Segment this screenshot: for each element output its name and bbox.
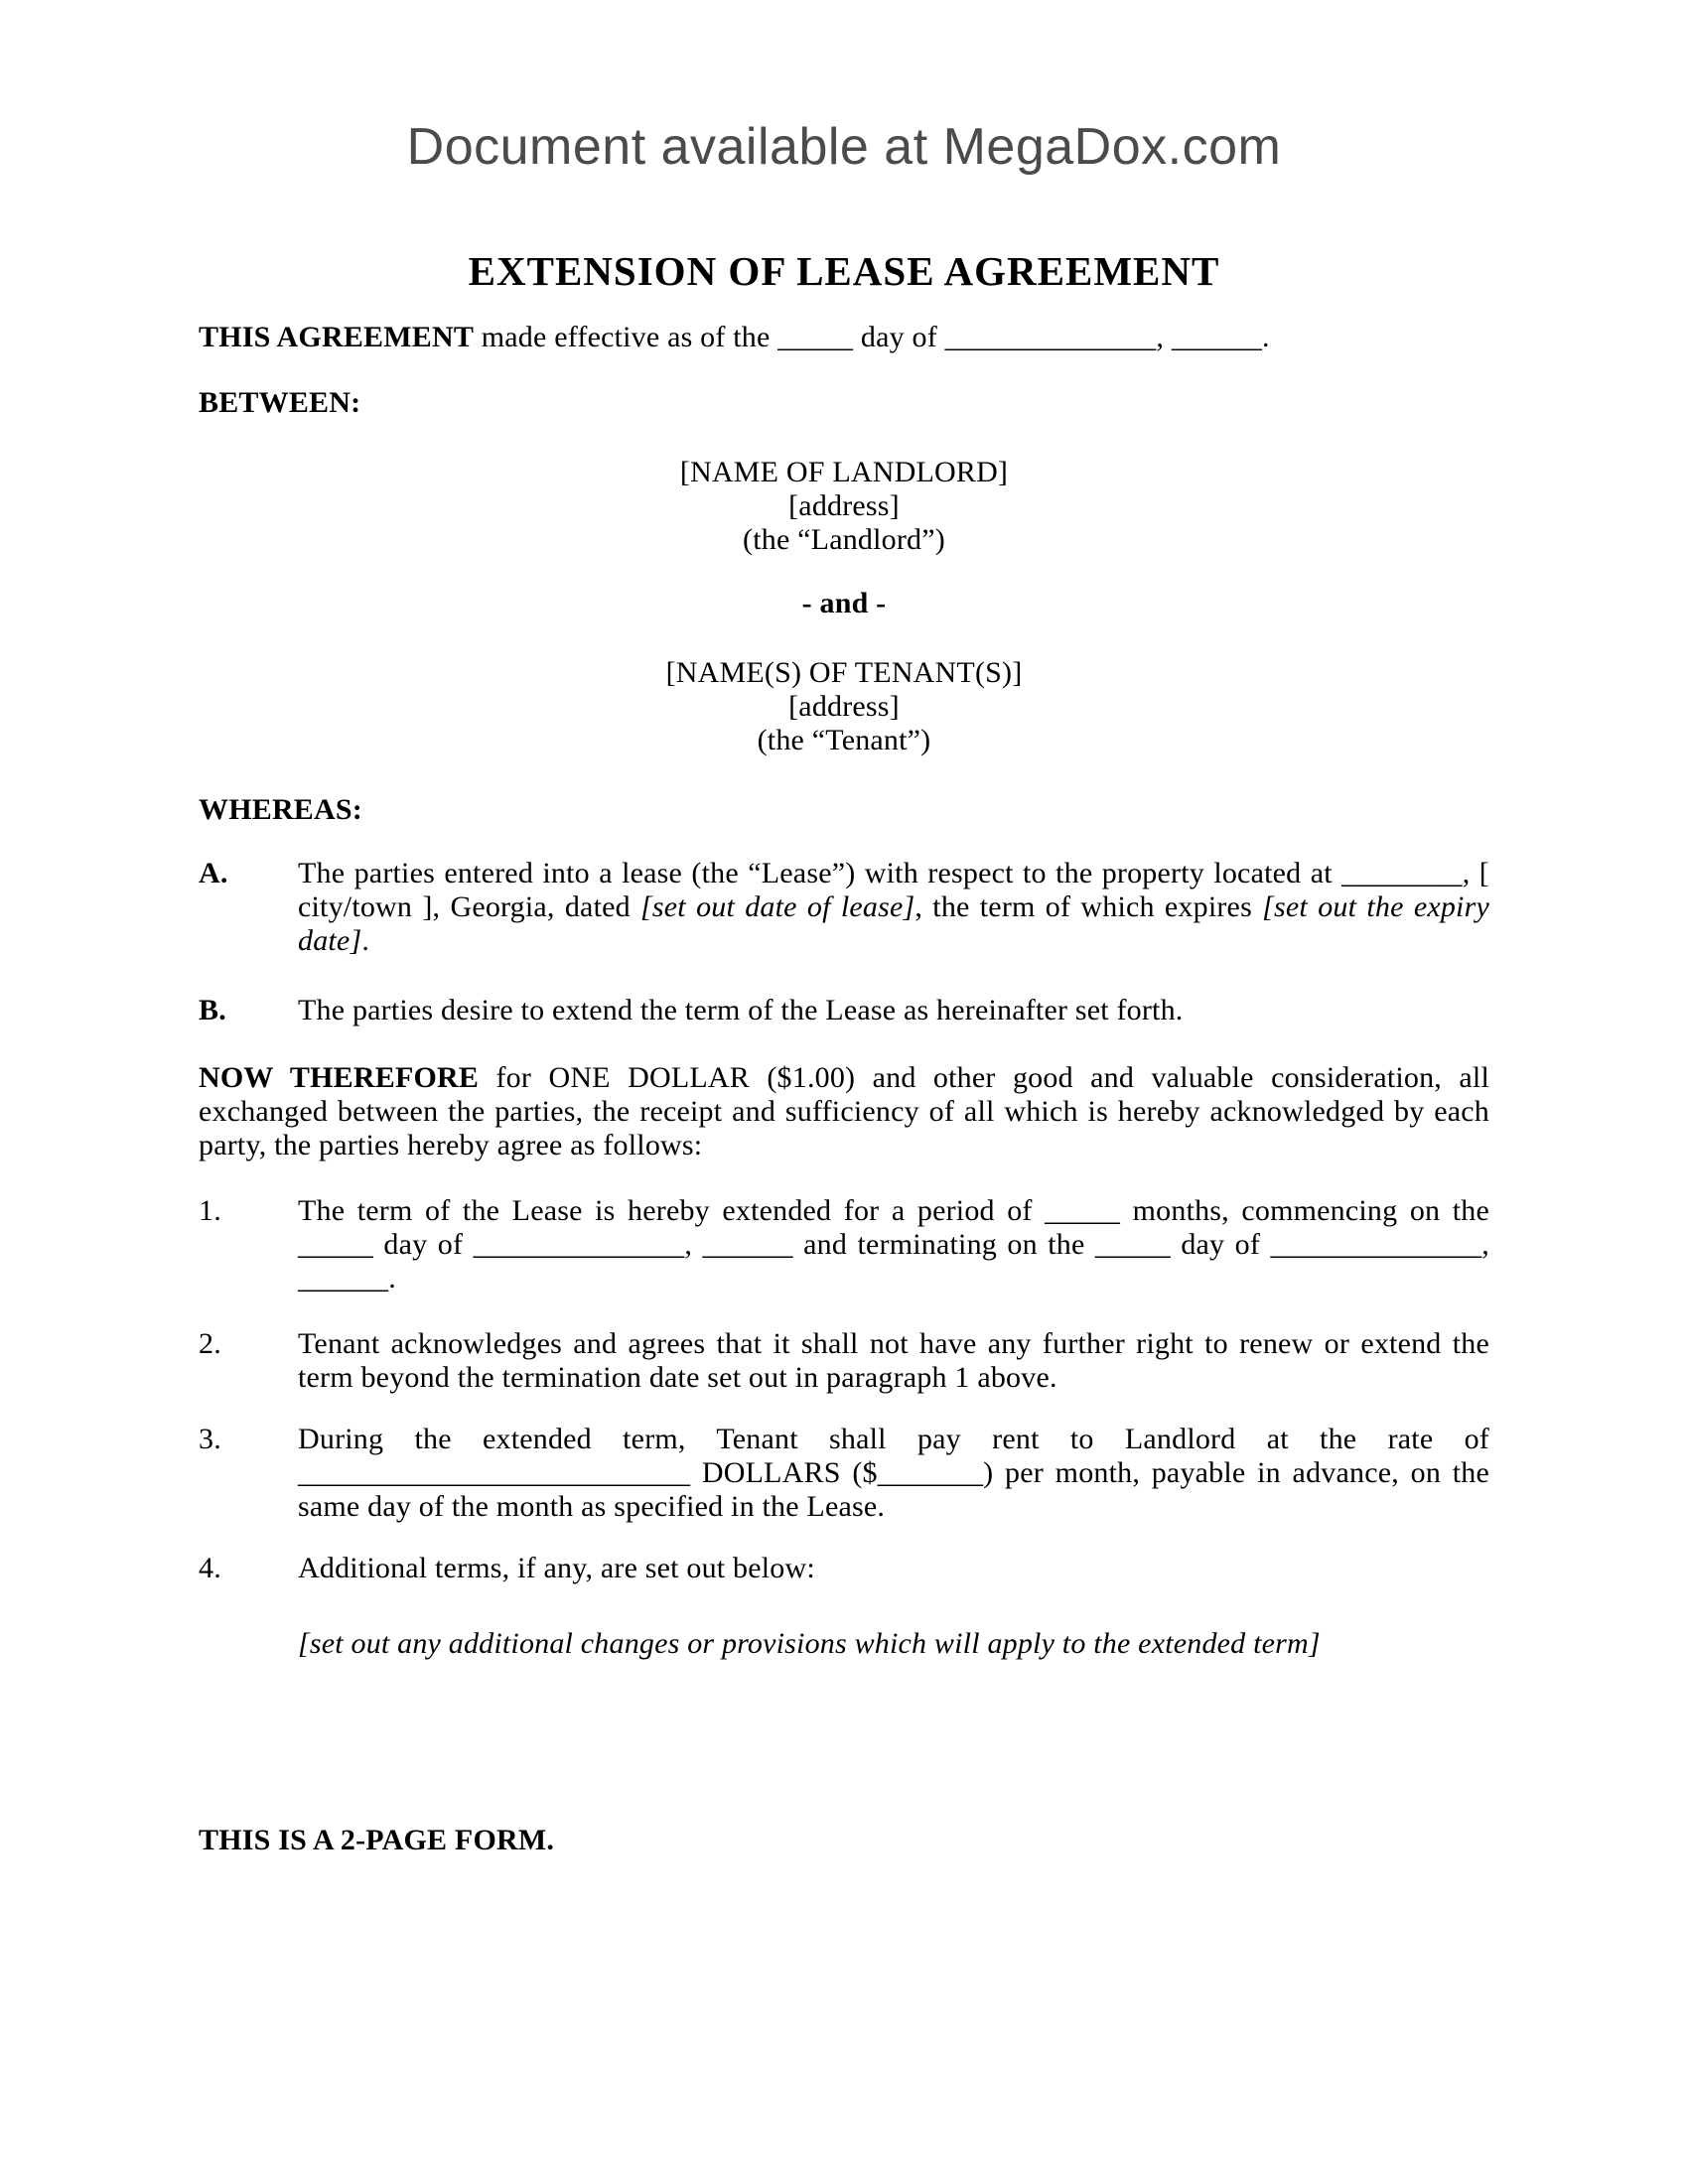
clause-row <box>199 1194 1489 1296</box>
intro-lead-bold: THIS AGREEMENT <box>199 321 475 353</box>
recital-letter: A. <box>199 857 228 889</box>
tenant-address: [address] <box>788 690 900 723</box>
recital-segment: The parties desire to extend the term of the Lease as hereinafter set forth. <box>298 994 1184 1026</box>
landlord-name: [NAME OF LANDLORD] <box>679 456 1009 488</box>
between-label: BETWEEN: <box>199 386 361 419</box>
clause-number: 4. <box>199 1552 221 1584</box>
recital-italic-placeholder: [set out date of lease] <box>640 890 915 923</box>
clause-number: 2. <box>199 1327 221 1360</box>
recital-segment: The parties entered into a lease (the “Lease”) with respect to the property located at ________, [ city/town ], Georgia, dated <box>298 857 1489 923</box>
clause-body-text: The term of the Lease is hereby extended for a period of _____ months, commencing on the _____ day of ______________, ______ and terminating on the _____ day of ______________, ______. <box>298 1194 1489 1295</box>
therefore-lead-bold: NOW THEREFORE <box>199 1061 480 1094</box>
clause-body-text: During the extended term, Tenant shall pay rent to Landlord at the rate of __________________________ DOLLARS ($_______) per month, payable in advance, on the same day of the month as specified in the Lease. <box>298 1423 1489 1523</box>
intro-paragraph <box>199 321 1489 354</box>
recital-text <box>298 857 1489 958</box>
landlord-address: [address] <box>788 489 900 522</box>
recital-segment: . <box>361 924 370 957</box>
page-count-note: THIS IS A 2-PAGE FORM. <box>199 1824 555 1856</box>
recital-row <box>199 994 1489 1027</box>
recital-row <box>199 857 1489 958</box>
recital-letter: B. <box>199 994 226 1026</box>
recital-segment: , the term of which expires <box>914 890 1263 923</box>
clause-body-text: Additional terms, if any, are set out below: <box>298 1552 815 1584</box>
tenant-name: [NAME(S) OF TENANT(S)] <box>665 656 1023 689</box>
tenant-alias: (the “Tenant”) <box>757 724 931 756</box>
clause-body-text: Tenant acknowledges and agrees that it shall not have any further right to renew or extend the term beyond the termination date set out in paragraph 1 above. <box>298 1327 1489 1394</box>
recital-italic-placeholder: [set out the expiry date] <box>298 890 1489 957</box>
intro-lead-rest: made effective as of the _____ day of ______________, ______. <box>474 321 1270 353</box>
and-separator: - and - <box>801 587 887 619</box>
clause-row <box>199 1327 1489 1395</box>
clause-row <box>199 1552 1489 1661</box>
clauses-list <box>199 1194 1489 1661</box>
page-title: EXTENSION OF LEASE AGREEMENT <box>468 248 1220 294</box>
clause-text <box>298 1552 1489 1661</box>
clause-text <box>298 1327 1489 1395</box>
recital-text <box>298 994 1489 1027</box>
recitals-list <box>199 857 1489 1027</box>
clause-text <box>298 1423 1489 1524</box>
landlord-block <box>199 456 1489 557</box>
landlord-alias: (the “Landlord”) <box>743 523 945 556</box>
clause-text <box>298 1194 1489 1296</box>
whereas-label: WHEREAS: <box>199 793 362 826</box>
clause-row <box>199 1423 1489 1524</box>
clause-number: 1. <box>199 1194 221 1227</box>
watermark-text: Document available at MegaDox.com <box>406 118 1282 176</box>
clause-number: 3. <box>199 1423 221 1455</box>
therefore-lead-rest: for ONE DOLLAR ($1.00) and other good and valuable consideration, all exchanged between the parties, the receipt and sufficiency of all which is hereby acknowledged by each party, the parties hereby agree as follows: <box>199 1061 1489 1161</box>
now-therefore-paragraph <box>199 1061 1489 1162</box>
tenant-block <box>199 656 1489 757</box>
clause-italic-note: [set out any additional changes or provisions which will apply to the extended term] <box>298 1627 1321 1660</box>
